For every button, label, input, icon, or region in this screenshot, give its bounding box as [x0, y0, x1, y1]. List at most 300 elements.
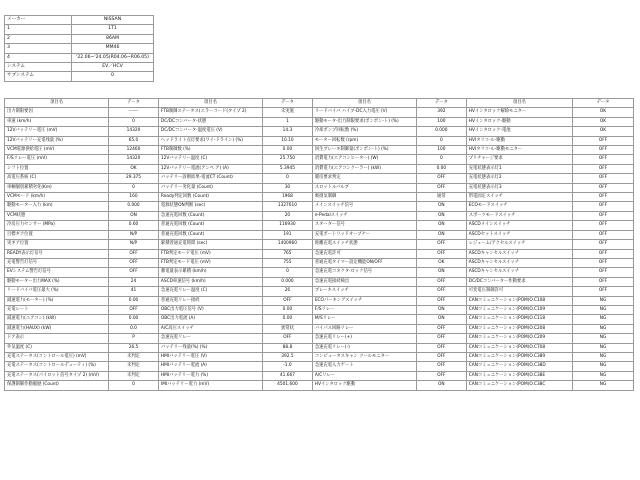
item-name-cell: コンピュータスキャン ツールモニター — [312, 352, 416, 361]
item-data-cell: OFF — [416, 324, 466, 333]
info-label: メーカー — [5, 16, 72, 25]
table-row — [5, 296, 634, 305]
info-value: 86AM — [72, 34, 154, 43]
table-row — [5, 127, 634, 136]
item-data-cell: 10.10 — [263, 136, 313, 145]
item-name-cell: CANコミュニケーション(POM)O.C38C — [466, 381, 572, 390]
item-data-cell: OFF — [416, 240, 466, 249]
table-row — [5, 381, 634, 390]
info-row — [5, 34, 154, 43]
info-value: '22.06~'24.05(R04.06~R06.05) — [72, 53, 154, 62]
item-name-cell: 普通充電回数 (Count) — [158, 221, 262, 230]
item-name-cell: HVインタロック解除モニター — [466, 108, 572, 117]
item-name-cell: 実ギア位置 — [5, 240, 109, 249]
item-data-cell: OK — [573, 127, 634, 136]
item-name-cell: VCM状態 — [5, 211, 109, 220]
item-name-cell: 急速充電回数 (Count) — [158, 211, 262, 220]
item-data-cell: OFF — [573, 287, 634, 296]
item-data-cell: OFF — [416, 287, 466, 296]
item-data-cell: 未判定 — [109, 352, 159, 361]
item-name-cell: CANコミュニケーション(POM)O.C109 — [466, 305, 572, 314]
item-data-cell: 4501.600 — [263, 381, 313, 390]
item-name-cell: プリチャージ要求 — [466, 155, 572, 164]
item-name-cell: Ready判定回数 (Count) — [158, 193, 262, 202]
item-name-cell: 駆動モーター入力 (km) — [5, 202, 109, 211]
item-data-cell: 0.00 — [109, 315, 159, 324]
item-name-cell: HVIタリコ-ル-駆動モニター — [466, 146, 572, 155]
item-data-cell: OFF — [416, 371, 466, 380]
item-name-cell: F/Sリレー電圧 (mV) — [5, 155, 109, 164]
item-name-cell: バイパス回路リレー — [312, 324, 416, 333]
item-data-cell: OFF — [416, 277, 466, 286]
item-data-cell: 0 — [109, 117, 159, 126]
item-name-cell: DC/DCコンバータ-状態 — [158, 117, 262, 126]
item-name-cell: EVシステム警告灯信号 — [5, 268, 109, 277]
item-data-cell: 未実施 — [263, 108, 313, 117]
item-data-cell: 41.667 — [263, 371, 313, 380]
item-name-cell: 高電圧系統 (C) — [5, 174, 109, 183]
item-name-cell: HMIバッテリー電流 (A) — [158, 362, 262, 371]
item-name-cell: CANコミュニケーション(POM)O.C208 — [466, 324, 572, 333]
item-data-cell: 765 — [263, 249, 313, 258]
table-row — [5, 362, 634, 371]
item-data-cell: 29.375 — [109, 174, 159, 183]
item-name-cell: バッテリー劣化量 (Count) — [158, 183, 262, 192]
table-row — [5, 155, 634, 164]
item-data-cell: 24 — [109, 277, 159, 286]
item-name-cell: 普通充電タイマー設定機能ON/OFF — [312, 258, 416, 267]
item-data-cell: OK — [573, 108, 634, 117]
item-data-cell: NG — [573, 343, 634, 352]
item-name-cell: 急速充電リレー温度 (C) — [158, 287, 262, 296]
item-name-cell: 充電ポートリッドオープナー — [312, 230, 416, 239]
column-header: 項目名 — [312, 99, 416, 108]
item-name-cell: READY表示灯信号 — [5, 249, 109, 258]
item-name-cell: HVIタリコ-ル-駆動 — [466, 136, 572, 145]
table-row — [5, 164, 634, 173]
info-row — [5, 16, 154, 25]
item-data-cell: OFF — [573, 240, 634, 249]
item-data-cell: 1 — [263, 117, 313, 126]
item-data-cell: OFF — [573, 183, 634, 192]
item-name-cell: FTB判定モード電圧 (mV) — [158, 258, 262, 267]
column-header: データ — [109, 99, 159, 108]
item-data-cell: 25.750 — [263, 155, 313, 164]
item-data-cell: 0 — [263, 174, 313, 183]
table-row — [5, 268, 634, 277]
item-name-cell: 電源状態ON判断 (sec) — [158, 202, 262, 211]
item-data-cell: OK — [416, 258, 466, 267]
table-row — [5, 287, 634, 296]
item-data-cell: 未判定 — [109, 371, 159, 380]
item-data-cell: 0.00 — [109, 296, 159, 305]
diagnostic-data-table — [4, 98, 634, 391]
info-label: 1 — [5, 25, 72, 34]
item-data-cell: 100 — [416, 146, 466, 155]
info-row — [5, 63, 154, 72]
table-row — [5, 117, 634, 126]
table-row — [5, 193, 634, 202]
item-name-cell: ASCDキャンセルスイッチ — [466, 258, 572, 267]
info-row — [5, 44, 154, 53]
item-name-cell: 急速充電リレー(-) — [312, 343, 416, 352]
item-name-cell: 充電状態表示灯3 — [466, 183, 572, 192]
info-value: MM46 — [72, 44, 154, 53]
item-name-cell: A/C高圧スイッチ — [158, 324, 262, 333]
column-header: データ — [263, 99, 313, 108]
item-data-cell: 1327610 — [263, 202, 313, 211]
item-name-cell: バッテリー診断結果-電流CT (Count) — [158, 174, 262, 183]
info-label: システム — [5, 63, 72, 72]
column-header: データ — [573, 99, 634, 108]
item-data-cell: 755 — [263, 258, 313, 267]
item-data-cell: OFF — [109, 268, 159, 277]
item-name-cell: 冷房圧力センサー (MPa) — [5, 221, 109, 230]
item-name-cell: 減速電力(HAUX) (kW) — [5, 324, 109, 333]
table-row — [5, 315, 634, 324]
item-name-cell: IMIバッテリー電力 (mV) — [158, 381, 262, 390]
item-data-cell: 0.000 — [416, 127, 466, 136]
item-data-cell: 0.000 — [109, 202, 159, 211]
item-data-cell: OK — [109, 164, 159, 173]
table-row — [5, 174, 634, 183]
item-name-cell: DC/DCコンバーター作動要求 — [466, 277, 572, 286]
item-data-cell: NG — [573, 305, 634, 314]
item-data-cell: ON — [416, 211, 466, 220]
item-data-cell: 392.5 — [263, 352, 313, 361]
item-data-cell: ------ — [109, 108, 159, 117]
item-data-cell: 0.00 — [263, 315, 313, 324]
item-name-cell: CANコミュニケーション(POM)O.C108 — [466, 296, 572, 305]
table-row — [5, 211, 634, 220]
item-data-cell: OFF — [416, 334, 466, 343]
item-data-cell: 160 — [109, 193, 159, 202]
item-name-cell: 回生ブレーキ制御量(ボンボン-ト) (%) — [312, 146, 416, 155]
item-name-cell: CANコミュニケーション(POM)O.C38E — [466, 371, 572, 380]
item-data-cell: 0 — [263, 268, 313, 277]
item-data-cell: OFF — [573, 249, 634, 258]
item-data-cell: 14320 — [109, 155, 159, 164]
item-data-cell: 0.00 — [416, 164, 466, 173]
item-data-cell: OFF — [416, 249, 466, 258]
table-row — [5, 324, 634, 333]
item-name-cell: 駆動モーター出力MAX (%) — [5, 277, 109, 286]
item-data-cell: 30 — [263, 183, 313, 192]
item-data-cell: 12460 — [109, 146, 159, 155]
item-name-cell: F/Sリレー — [312, 305, 416, 314]
table-row — [5, 249, 634, 258]
item-name-cell: スポーツモードスイッチ — [466, 211, 572, 220]
item-data-cell: OFF — [416, 343, 466, 352]
item-name-cell: ASCD車速信号 (km/h) — [158, 277, 262, 286]
item-name-cell: VCMモード (km/h) — [5, 193, 109, 202]
item-name-cell: CANコミュニケーション(POM)O.C209 — [466, 334, 572, 343]
item-data-cell: OFF — [416, 362, 466, 371]
item-data-cell: OFF — [416, 352, 466, 361]
item-name-cell: スロットルバルブ — [312, 183, 416, 192]
info-label: 3 — [5, 44, 72, 53]
vehicle-info-table — [4, 15, 154, 82]
table-row — [5, 108, 634, 117]
item-data-cell: OFF — [109, 305, 159, 314]
item-data-cell: N/P — [109, 230, 159, 239]
item-name-cell: 急速充電接続検出 — [312, 277, 416, 286]
item-data-cell: 14320 — [109, 127, 159, 136]
item-data-cell: ON — [416, 305, 466, 314]
item-data-cell: OFF — [573, 268, 634, 277]
info-label: サブシステム — [5, 72, 72, 81]
item-name-cell: 減速電力(モーター) (%) — [5, 296, 109, 305]
item-name-cell: 急速充電コネクタ-ロック信号 — [312, 268, 416, 277]
item-name-cell: 12Vバッテリー充電残量 (%) — [5, 136, 109, 145]
item-data-cell: P — [109, 334, 159, 343]
item-data-cell: ON — [416, 202, 466, 211]
item-name-cell: ASCDキャンセルスイッチ — [466, 268, 572, 277]
item-name-cell: 充電ステータス(コントロールデューティ) (%) — [5, 362, 109, 371]
item-name-cell: 充電ステータス(コントロール電圧) (mV) — [5, 352, 109, 361]
item-data-cell: 0 — [416, 155, 466, 164]
table-row — [5, 277, 634, 286]
item-data-cell: ON — [416, 381, 466, 390]
item-data-cell: OFF — [573, 277, 634, 286]
item-name-cell: 冷却ポンプ回転数 (%) — [312, 127, 416, 136]
item-data-cell: NG — [573, 296, 634, 305]
info-row — [5, 72, 154, 81]
item-name-cell: CANコミュニケーション(POM)O.C708 — [466, 343, 572, 352]
item-data-cell: ON — [416, 315, 466, 324]
table-row — [5, 230, 634, 239]
item-data-cell: OFF — [573, 174, 634, 183]
item-data-cell: OFF — [573, 155, 634, 164]
item-data-cell: 0.0 — [109, 324, 159, 333]
item-name-cell: 車輌個別累積劣化(Km) — [5, 183, 109, 192]
info-label: 4 — [5, 53, 72, 62]
info-row — [5, 25, 154, 34]
table-row — [5, 221, 634, 230]
table-row — [5, 136, 634, 145]
column-header: データ — [416, 99, 466, 108]
item-data-cell: OFF — [573, 202, 634, 211]
item-name-cell: ASCDキャンセルスイッチ — [466, 249, 572, 258]
item-data-cell: OFF — [109, 249, 159, 258]
item-name-cell: リードバイバ ハイブ-DC入力電圧 (V) — [312, 108, 416, 117]
table-row — [5, 202, 634, 211]
item-name-cell: ASCDセットスイッチ — [466, 230, 572, 239]
item-data-cell: 26 — [263, 287, 313, 296]
item-name-cell: 減速電力(エアコン) (kW) — [5, 315, 109, 324]
item-data-cell: OK — [573, 117, 634, 126]
info-label: 2 — [5, 34, 72, 43]
item-data-cell: NG — [573, 352, 634, 361]
item-name-cell: 消費電力(エアコンクーラー) (kW) — [312, 164, 416, 173]
table-row — [5, 146, 634, 155]
column-header: 項目名 — [466, 99, 572, 108]
item-name-cell: 可変電圧制御許可 — [466, 287, 572, 296]
item-data-cell: 116930 — [263, 221, 313, 230]
table-row — [5, 258, 634, 267]
item-name-cell: 蓄電量表示累積 (km/h) — [158, 268, 262, 277]
item-data-cell: 100 — [416, 117, 466, 126]
item-data-cell: OFF — [573, 136, 634, 145]
item-data-cell: 191 — [263, 230, 313, 239]
item-data-cell: OFF — [573, 146, 634, 155]
item-data-cell: NG — [573, 334, 634, 343]
item-name-cell: ブレーキスイッチ — [312, 287, 416, 296]
item-name-cell: シフト位置 — [5, 164, 109, 173]
item-name-cell: FTB制御数 (%) — [158, 146, 262, 155]
item-name-cell: VCM電源供給電圧 (mV) — [5, 146, 109, 155]
item-name-cell: 充電状態表示灯1 — [466, 164, 572, 173]
item-name-cell: メインスイッチ信号 — [312, 202, 416, 211]
item-data-cell: 14.3 — [263, 127, 313, 136]
item-data-cell: NG — [573, 315, 634, 324]
item-data-cell: OFF — [416, 183, 466, 192]
info-value: NISSAN — [72, 16, 154, 25]
column-header: 項目名 — [158, 99, 262, 108]
item-name-cell: 充電警告灯信号 — [5, 258, 109, 267]
item-data-cell: N/P — [109, 240, 159, 249]
item-name-cell: CANコミュニケーション(POM)O.C389 — [466, 352, 572, 361]
table-row — [5, 334, 634, 343]
item-name-cell: 目標ギア位置 — [5, 230, 109, 239]
item-name-cell: CANコミュニケーション(POM)O.C38D — [466, 362, 572, 371]
table-row — [5, 371, 634, 380]
item-data-cell: 0.00 — [263, 305, 313, 314]
info-value: 0 — [72, 72, 154, 81]
info-value: 1T1 — [72, 25, 154, 34]
item-name-cell: ECOパーキングスイッチ — [312, 296, 416, 305]
item-data-cell: OFF — [573, 221, 634, 230]
item-name-cell: FTB判定モード電圧 (mV) — [158, 249, 262, 258]
item-data-cell: 392 — [416, 108, 466, 117]
item-name-cell: 充電状態表示灯2 — [466, 174, 572, 183]
item-data-cell: 0.00 — [263, 146, 313, 155]
item-name-cell: ASCDメインスイッチ — [466, 221, 572, 230]
item-data-cell: OFF — [109, 258, 159, 267]
item-name-cell: 12Vバッテリー温度 (C) — [158, 155, 262, 164]
table-row — [5, 305, 634, 314]
item-data-cell: 通常 — [416, 193, 466, 202]
item-name-cell: 充電レート — [5, 305, 109, 314]
item-data-cell: 5.3945 — [263, 164, 313, 173]
column-header: 項目名 — [5, 99, 109, 108]
item-name-cell: OBC出力電圧信号 (V) — [158, 305, 262, 314]
item-data-cell: 88.8 — [263, 343, 313, 352]
item-data-cell: 0.60 — [109, 221, 159, 230]
item-name-cell: HVインタロック-電池 — [466, 127, 572, 136]
item-data-cell: 0 — [109, 183, 159, 192]
item-data-cell: 1968 — [263, 193, 313, 202]
info-row — [5, 53, 154, 62]
table-row — [5, 183, 634, 192]
item-data-cell: 41 — [109, 287, 159, 296]
item-name-cell: e-Pedalスイッチ — [312, 211, 416, 220]
item-name-cell: ドア表示 — [5, 334, 109, 343]
item-name-cell: レジューム/アクセルスイッチ — [466, 240, 572, 249]
item-name-cell: OBC出力電流 (A) — [158, 315, 262, 324]
item-data-cell: NG — [573, 362, 634, 371]
item-name-cell: 累積普通充電時間 (sec) — [158, 240, 262, 249]
item-name-cell: 外気温度 (C) — [5, 343, 109, 352]
item-data-cell: OFF — [263, 296, 313, 305]
item-data-cell: OFF — [573, 211, 634, 220]
item-name-cell: スターター信号 — [312, 221, 416, 230]
item-name-cell: M/Sリレー — [312, 315, 416, 324]
item-name-cell: バッテリー残量(%) (%) — [158, 343, 262, 352]
item-name-cell: 普通充電回数 (Count) — [158, 230, 262, 239]
item-name-cell: 出力制限要因 — [5, 108, 109, 117]
item-data-cell: ON — [416, 230, 466, 239]
item-name-cell: 急速充電リレー(+) — [312, 334, 416, 343]
item-data-cell: OFF — [416, 174, 466, 183]
item-data-cell: OFF — [573, 193, 634, 202]
item-data-cell: OFF — [263, 334, 313, 343]
info-value: EV／HCV — [72, 63, 154, 72]
table-row — [5, 343, 634, 352]
item-name-cell: DC/DCコンバータ-温度電圧 (V) — [158, 127, 262, 136]
item-data-cell: ON — [416, 221, 466, 230]
item-data-cell: 26.5 — [109, 343, 159, 352]
item-name-cell: 消費電力(エアコンヒーター) (W) — [312, 155, 416, 164]
item-name-cell: HMIバッテリー電圧 (V) — [158, 352, 262, 361]
item-name-cell: 急速充電入力ゲート — [312, 362, 416, 371]
item-name-cell: モーター回転数 (rpm) — [312, 136, 416, 145]
item-name-cell: 充電ステータス(パイロット信号タイプ 2) (mV) — [5, 371, 109, 380]
item-data-cell: 1400960 — [263, 240, 313, 249]
item-name-cell: 車速 (km/h) — [5, 117, 109, 126]
item-name-cell: 吸排気制御 — [312, 193, 416, 202]
table-row — [5, 352, 634, 361]
item-name-cell: 距離充電スイッチ状態 — [312, 240, 416, 249]
item-name-cell: ヘッドライト点灯要求(ワイ-ドライン) (%) — [158, 136, 262, 145]
item-data-cell: 異常状 — [263, 324, 313, 333]
item-data-cell: 未判定 — [109, 362, 159, 371]
item-name-cell: 12Vバッテリー電流(アンペ ア) (A) — [158, 164, 262, 173]
item-name-cell: 12Vバッテリー電圧 (mV) — [5, 127, 109, 136]
item-name-cell: FTB制御ステータス(エラーコード(タイプ 2) — [158, 108, 262, 117]
item-data-cell: -1.0 — [263, 362, 313, 371]
item-data-cell: NG — [573, 324, 634, 333]
item-name-cell: HVインタロック-駆動 — [466, 117, 572, 126]
table-row — [5, 240, 634, 249]
item-name-cell: HVインタロック駆動 — [312, 381, 416, 390]
item-name-cell: CANコミュニケーション(POM)O.C118 — [466, 315, 572, 324]
item-data-cell: OFF — [573, 258, 634, 267]
item-data-cell: 0 — [416, 136, 466, 145]
item-data-cell: 0.000 — [263, 277, 313, 286]
table-header-row — [5, 99, 634, 108]
item-name-cell: リードバイバ電圧最大 (%) — [5, 287, 109, 296]
item-name-cell: ECOモードスイッチ — [466, 202, 572, 211]
item-name-cell: 帯電固定スイッチ — [466, 193, 572, 202]
item-name-cell: HMIバッテリー電力 (%) — [158, 371, 262, 380]
item-data-cell: 65.0 — [109, 136, 159, 145]
item-name-cell: 普通充電リレー接続 — [158, 296, 262, 305]
item-data-cell: ON — [109, 211, 159, 220]
item-data-cell: NG — [573, 371, 634, 380]
item-data-cell: OFF — [573, 164, 634, 173]
item-name-cell: 保護制御作動履歴 (Count) — [5, 381, 109, 390]
item-data-cell: ON — [416, 268, 466, 277]
item-name-cell: 暖房要求判定 — [312, 174, 416, 183]
item-data-cell: NG — [573, 381, 634, 390]
item-data-cell: 0 — [109, 381, 159, 390]
item-name-cell: 急速充電許可 — [312, 249, 416, 258]
item-name-cell: A/Cリレー — [312, 371, 416, 380]
item-data-cell: OFF — [416, 296, 466, 305]
item-data-cell: 20 — [263, 211, 313, 220]
item-data-cell: OFF — [573, 230, 634, 239]
